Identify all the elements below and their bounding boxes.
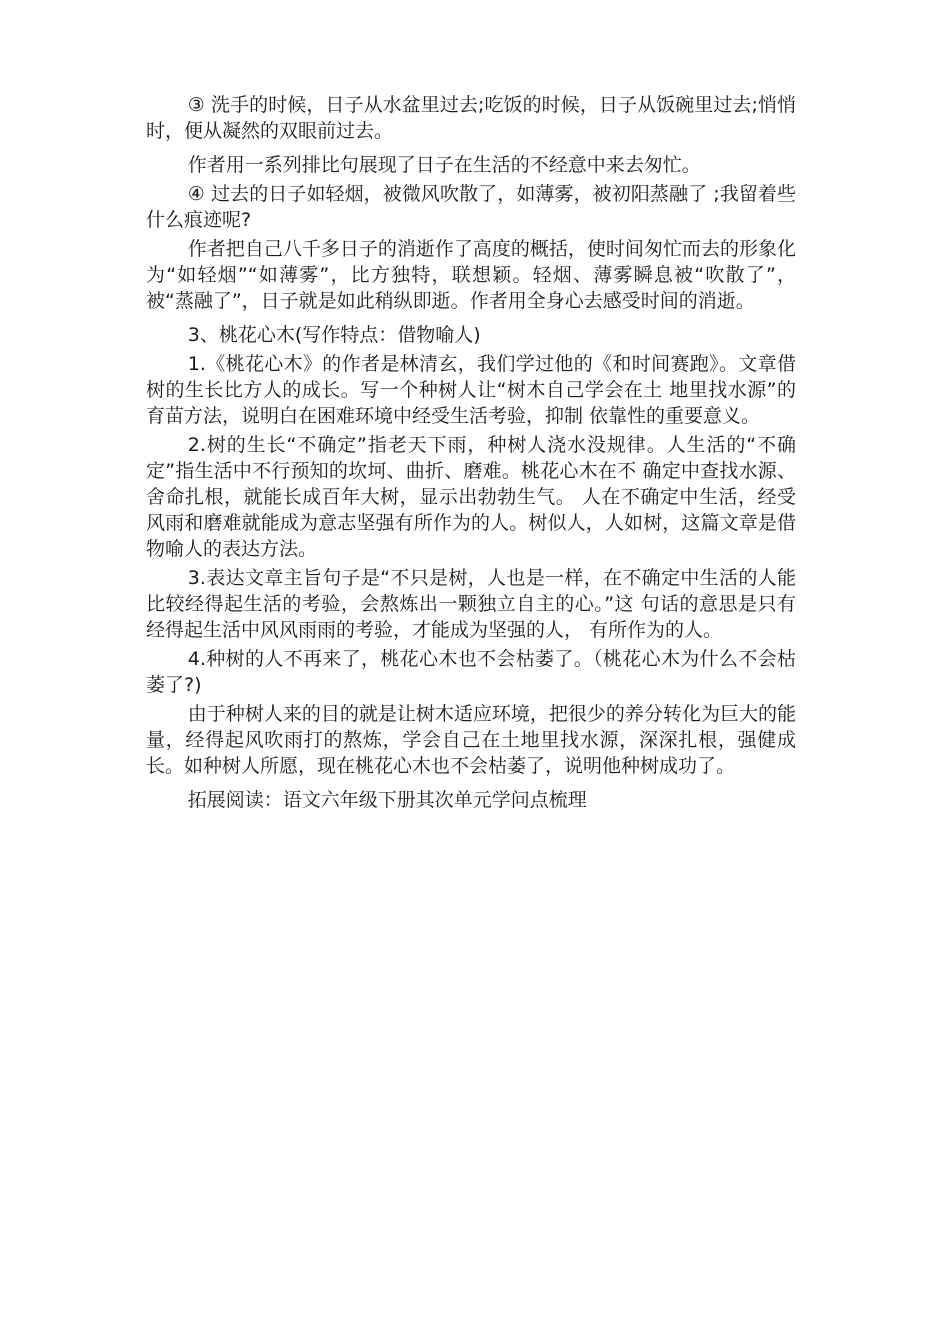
paragraph-analysis-4: 作者把自己八千多日子的消逝作了高度的概括，使时间匆忙而去的形象化为“如轻烟”“如薄雾”，比方独特，联想颖。轻烟、薄雾瞬息被“吹散了”，被“蒸融了”，日子就是如此稍纵即逝。作者用全身心去感受时间的消逝。: [146, 238, 796, 312]
paragraph-analysis-3: 作者用一系列排比句展现了日子在生活的不经意中来去匆忙。: [187, 154, 701, 176]
paragraph-point-4: 4.种树的人不再来了，桃花心木也不会枯萎了。（桃花心木为什么不会枯萎了?): [146, 648, 796, 696]
paragraph-example-4: ④ 过去的日子如轻烟，被微风吹散了，如薄雾，被初阳蒸融了 ;我留着些什么痕迹呢?: [146, 183, 796, 231]
paragraph-point-4-answer: 由于种树人来的目的就是让树木适应环境，把很少的养分转化为巨大的能量，经得起风吹雨打的熬炼，学会自己在土地里找水源，深深扎根，强健成长。如种树人所愿，现在桃花心木也不会枯萎了，说明他种树成功了。: [146, 703, 796, 777]
paragraph-example-3: ③ 洗手的时候，日子从水盆里过去;吃饭的时候，日子从饭碗里过去;悄悄时，便从凝然的双眼前过去。: [146, 94, 796, 142]
extended-reading-line: 拓展阅读：语文六年级下册其次单元学问点梳理: [187, 789, 587, 811]
document-page: [146, 92, 796, 813]
paragraph-point-2: 2.树的生长“不确定”指老天下雨，种树人浇水没规律。人生活的“不确定”指生活中不行预知的坎坷、曲折、磨难。桃花心木在不 确定中查找水源、舍命扎根，就能长成百年大树，显示出勃勃生气。 人在不确定中生活，经受风雨和磨难就能成为意志坚强有所作为的人。树似人，人如树，这篇文章是借物喻人的表达方法。: [146, 434, 796, 560]
section-heading-taohua: 3、桃花心木(写作特点：借物喻人): [187, 324, 481, 346]
paragraph-point-3: 3.表达文章主旨句子是“不只是树，人也是一样，在不确定中生活的人能比较经得起生活的考验，会熬炼出一颗独立自主的心。”这 句话的意思是只有经得起生活中风风雨雨的考验，才能成为坚强的人， 有所作为的人。: [146, 567, 796, 641]
paragraph-point-1: 1.《桃花心木》的作者是林清玄，我们学过他的《和时间赛跑》。文章借树的生长比方人的成长。写一个种树人让“树木自己学会在土 地里找水源”的育苗方法，说明白在困难环境中经受生活考验，抑制 依靠性的重要意义。: [146, 353, 796, 427]
